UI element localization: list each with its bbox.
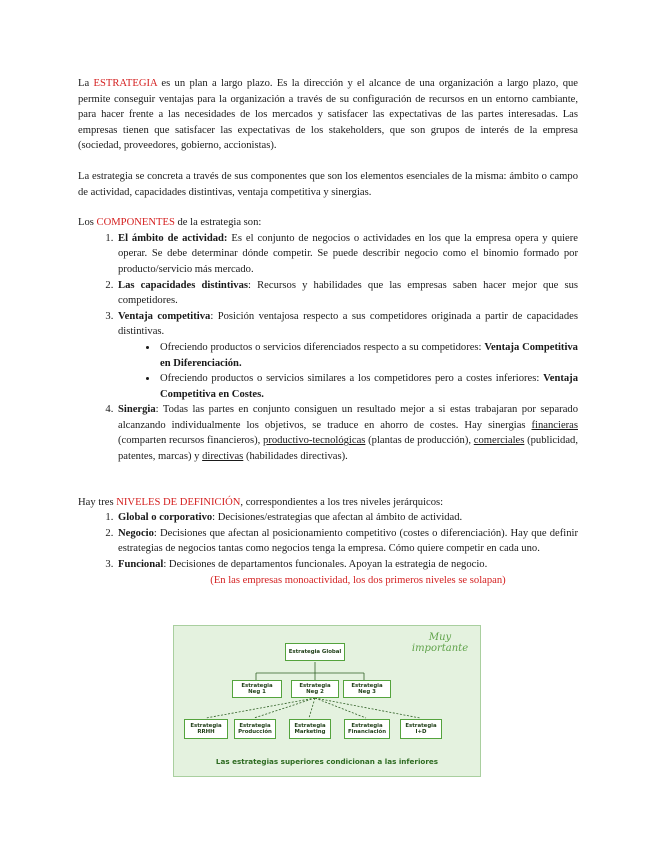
- item-title: Las capacidades distintivas: [118, 279, 249, 291]
- levels-tail: , correspondientes a los tres niveles jerárquicos:: [240, 496, 444, 508]
- item-title: Negocio: [118, 527, 154, 539]
- dashed-connector: [315, 698, 366, 718]
- components-tail: de la estrategia son:: [174, 217, 262, 229]
- item-text: : Decisiones/estrategias que afectan al ámbito de actividad.: [212, 512, 463, 524]
- item-text: : Recursos y habilidades que las empresas saben hacer mejor que sus competidores.: [118, 279, 579, 307]
- components-list: [78, 231, 578, 465]
- subitem-text: Ofreciendo productos o servicios similares a los competidores pero a costes inferiores:: [160, 373, 544, 385]
- node-line: Neg 2: [306, 689, 324, 695]
- node-estrategia-global: Estrategia Global: [285, 643, 345, 661]
- term-componentes: COMPONENTES: [96, 217, 175, 229]
- node-line: Producción: [238, 729, 272, 735]
- node-line: Estrategia: [241, 682, 273, 689]
- list-item: [116, 510, 578, 526]
- subitem-bold: Ventaja Competitiva en Costes.: [160, 373, 578, 400]
- subitem-text: Ofreciendo productos o servicios diferenciados respecto a su competidores:: [160, 341, 485, 353]
- item-text: (comparten recursos financieros),: [118, 435, 264, 447]
- node-line: Estrategia: [294, 722, 326, 729]
- node-estrategia-financiacion: [344, 719, 390, 739]
- list-item: [116, 278, 578, 309]
- item-title: Sinergia: [118, 404, 156, 416]
- node-line: Neg 1: [248, 689, 266, 695]
- document-body: [78, 76, 578, 588]
- list-item: [116, 231, 578, 278]
- node-line: Estrategia: [405, 722, 437, 729]
- node-estrategia-neg-3: [343, 680, 391, 698]
- subitem-bold: Ventaja Competitiva en Diferenciación.: [160, 341, 578, 369]
- node-estrategia-neg-2: [291, 680, 339, 698]
- item-title: Funcional: [118, 559, 164, 571]
- node-line: Estrategia: [299, 682, 331, 689]
- levels-heading: [78, 495, 578, 511]
- levels-note: (En las empresas monoactividad, los dos primeros niveles se solapan): [210, 574, 506, 586]
- node-estrategia-neg-1: [232, 680, 282, 698]
- node-estrategia-produccion: [234, 719, 276, 739]
- node-line: I+D: [415, 729, 427, 735]
- sublist-item: [158, 371, 578, 402]
- node-estrategia-marketing: [289, 719, 331, 739]
- underlined-term: financieras: [531, 419, 578, 431]
- levels-lead: Hay tres: [78, 496, 117, 508]
- item-title: El ámbito de actividad:: [118, 232, 228, 244]
- item-text: Es el conjunto de negocios o actividades en los que la empresa opera y quiere operar. Se debe determinar dónde competir. Se puede describir negocio como el binomio formado por producto/servicio más mercado.: [118, 232, 578, 275]
- term-estrategia: ESTRATEGIA: [93, 78, 158, 89]
- underlined-term: productivo-tecnológicas: [263, 435, 366, 447]
- item-text: : Posición ventajosa respecto a sus competidores originada a partir de capacidades distintivas.: [118, 310, 578, 338]
- node-line: RRHH: [197, 729, 215, 735]
- node-line: Financiación: [347, 729, 387, 735]
- item-text: : Decisiones que afectan al posicionamiento competitivo (costes o diferenciación). Hay que definir estrategias de negocios tantas como negocios tenga la empresa. Cómo quiere competir en cada uno.: [118, 527, 578, 555]
- item-text: : Todas las partes en conjunto consiguen un resultado mejor a si estas trabajaran por separado alcanzando individualmente los objetivos, se traduce en ahorro de costes. Hay sinergias: [118, 404, 578, 431]
- node-line: Estrategia: [190, 722, 222, 729]
- intro-text: es un plan a largo plazo. Es la dirección y el alcance de una organización a largo plazo, que permite conseguir ventajas para la organización a través de su configuración de recursos en un entorno cambiante, para hacer frente a las necesidades de los mercados y satisfacer las expectativas de las partes interesadas. Las empresas tienen que satisfacer las expectativas de los stakeholders, que son grupos de interés de la empresa (sociedad, proveedores, gobierno, accionistas).: [78, 78, 578, 152]
- sublist-item: [158, 340, 578, 371]
- term-niveles: NIVELES DE DEFINICIÓN: [116, 496, 241, 508]
- list-item: [116, 309, 578, 403]
- node-line: Marketing: [294, 729, 326, 735]
- list-item: [116, 557, 578, 573]
- diagram-caption: Las estrategias superiores condicionan a las inferiores: [215, 757, 439, 766]
- intro-paragraph: [78, 76, 578, 154]
- list-item: [116, 526, 578, 557]
- node-estrategia-i-d: [400, 719, 442, 739]
- item-text: : Decisiones de departamentos funcionales. Apoyan la estrategia de negocio.: [163, 559, 488, 571]
- components-summary-paragraph: La estrategia se concreta a través de sus componentes que son los elementos esenciales de la misma: ámbito o campo de actividad, capacidades distintivas, ventaja competitiva y sinergias.: [78, 170, 578, 198]
- components-lead: Los: [78, 217, 97, 229]
- handwritten-note: Muy importante: [411, 632, 469, 654]
- node-estrategia-rrhh: [184, 719, 228, 739]
- node-line: Estrategia: [351, 722, 383, 729]
- item-text: (plantas de producción),: [365, 435, 474, 447]
- ventaja-sublist: [118, 340, 578, 402]
- strategy-hierarchy-diagram: [173, 625, 481, 777]
- item-text: (habilidades directivas).: [243, 451, 348, 463]
- dashed-connector: [309, 698, 315, 718]
- underlined-term: directivas: [202, 451, 244, 463]
- dashed-connector: [315, 698, 420, 718]
- item-title: Ventaja competitiva: [118, 310, 211, 322]
- dashed-connector: [254, 698, 315, 718]
- underlined-term: comerciales: [473, 435, 525, 447]
- dashed-connector: [206, 698, 315, 718]
- intro-lead: La: [78, 78, 94, 89]
- item-text: (publicidad, patentes, marcas) y: [118, 435, 579, 463]
- components-heading: [78, 215, 578, 231]
- node-line: Estrategia: [239, 722, 271, 729]
- list-item: [116, 402, 578, 464]
- item-title: Global o corporativo: [118, 512, 213, 524]
- levels-list: [78, 510, 578, 572]
- node-line: Estrategia: [351, 682, 383, 689]
- node-line: Neg 3: [358, 689, 376, 695]
